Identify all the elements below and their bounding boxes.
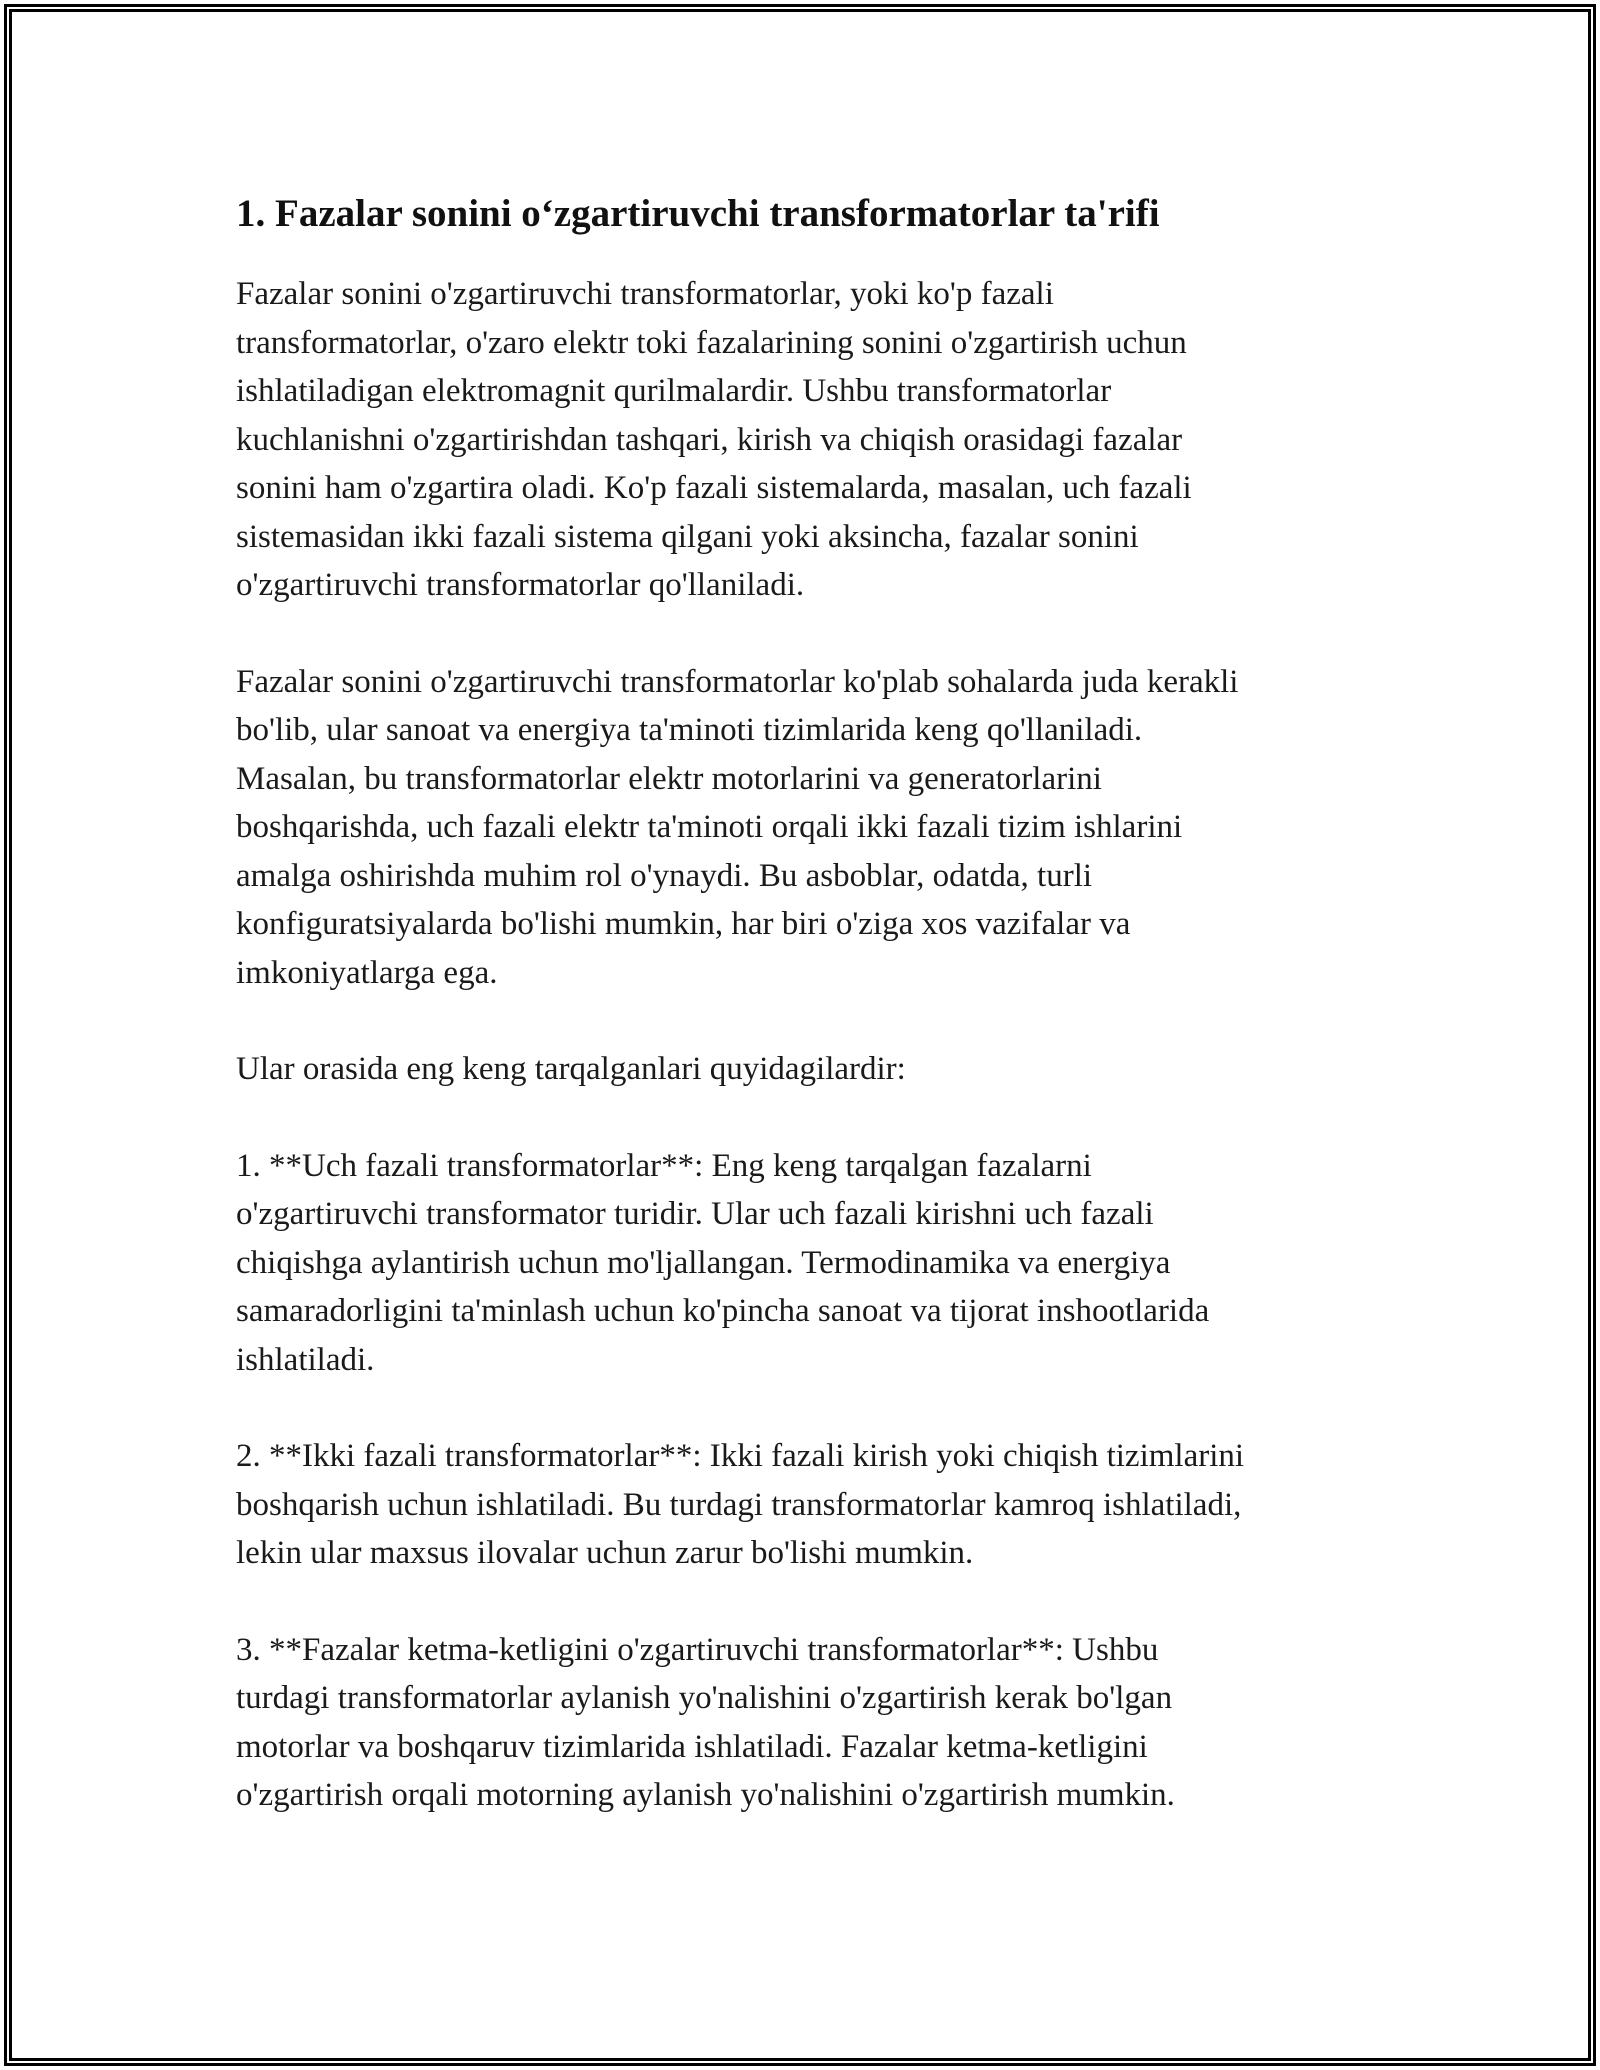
paragraph-definition: Fazalar sonini o'zgartiruvchi transformatorlar, yoki ko'p fazali transformatorlar, o'zaro elektr toki fazalarining sonini o'zgartirish uchun ishlatiladigan elektromagnit qurilmalardir. Ushbu transformatorlar kuchlanishni o'zgartirishdan tashqari, kirish va chiqish orasidagi fazalar sonini ham o'zgartira oladi. Ko'p fazali sistemalarda, masalan, uch fazali sistemasidan ikki fazali sistema qilgani yoki aksincha, fazalar sonini o'zgartiruvchi transformatorlar qo'llaniladi. — [236, 276, 1192, 603]
paragraph-list-intro: Ular orasida eng keng tarqalganlari quyidagilardir: — [236, 1051, 906, 1087]
paragraph-applications: Fazalar sonini o'zgartiruvchi transformatorlar ko'plab sohalarda juda kerakli bo'lib, ular sanoat va energiya ta'minoti tizimlarida keng qo'llaniladi. Masalan, bu transformatorlar elektr motorlarini va generatorlarini boshqarishda, uch fazali elektr ta'minoti orqali ikki fazali tizim ishlarini amalga oshirishda muhim rol o'ynaydi. Bu asboblar, odatda, turli konfiguratsiyalarda bo'lishi mumkin, har biri o'ziga xos vazifalar va imkoniyatlarga ega. — [236, 663, 1239, 991]
section-title: 1. Fazalar sonini o‘zgartiruvchi transformatorlar ta'rifi — [236, 192, 1160, 235]
document-body — [236, 186, 1366, 1868]
list-item-two-phase: 2. **Ikki fazali transformatorlar**: Ikki fazali kirish yoki chiqish tizimlarini boshqarish uchun ishlatiladi. Bu turdagi transformatorlar kamroq ishlatiladi, lekin ular maxsus ilovalar uchun zarur bo'lishi mumkin. — [236, 1438, 1245, 1571]
list-item-three-phase: 1. **Uch fazali transformatorlar**: Eng keng tarqalgan fazalarni o'zgartiruvchi transformator turidir. Ular uch fazali kirishni uch fazali chiqishga aylantirish uchun mo'ljallangan. Termodinamika va energiya samaradorligini ta'minlash uchun ko'pincha sanoat va tijorat inshootlarida ishlatiladi. — [236, 1147, 1210, 1378]
list-item-phase-sequence: 3. **Fazalar ketma-ketligini o'zgartiruvchi transformatorlar**: Ushbu turdagi transformatorlar aylanish yo'nalishini o'zgartirish kerak bo'lgan motorlar va boshqaruv tizimlarida ishlatiladi. Fazalar ketma-ketligini o'zgartirish orqali motorning aylanish yo'nalishini o'zgartirish mumkin. — [236, 1631, 1175, 1813]
